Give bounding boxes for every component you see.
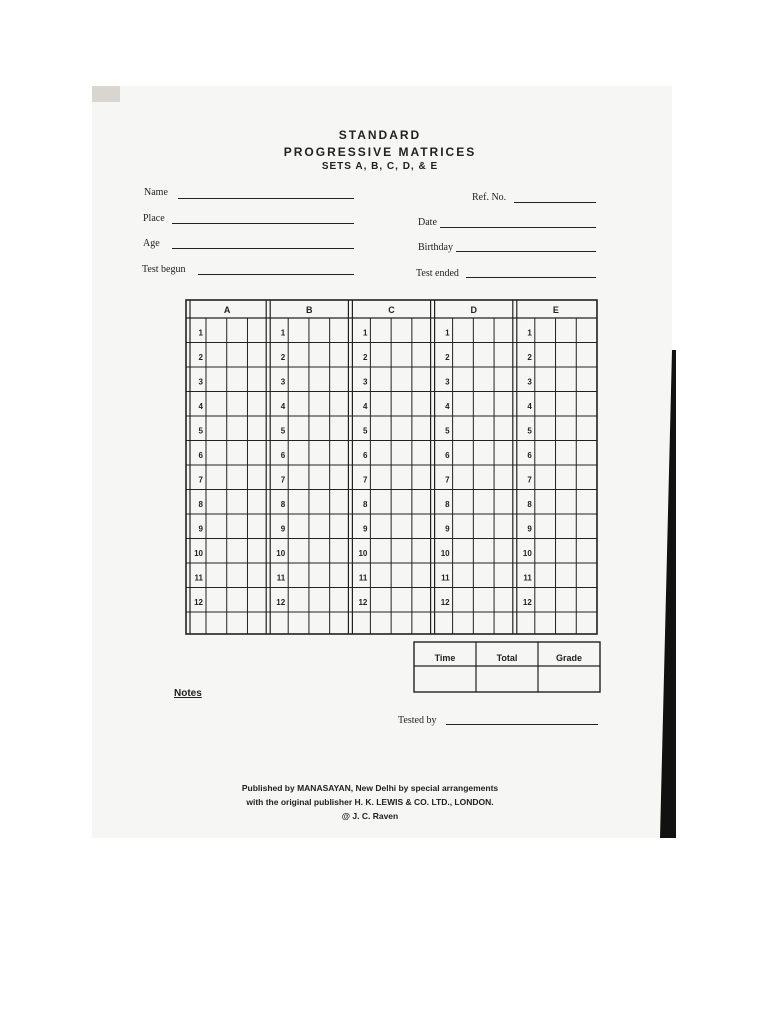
answer-cell-d-1[interactable] — [454, 319, 473, 342]
item-number-c-12: 12 — [358, 598, 368, 608]
item-number-e-10: 10 — [522, 549, 532, 559]
answer-cell-b-1[interactable] — [289, 319, 308, 342]
summary-cell-grade[interactable] — [540, 668, 598, 690]
item-number-c-7: 7 — [362, 475, 368, 485]
answer-cell-e-5[interactable] — [536, 417, 555, 440]
item-number-a-1: 1 — [198, 328, 203, 338]
answer-cell-b-6[interactable] — [289, 442, 308, 465]
answer-cell-c-5[interactable] — [371, 417, 390, 440]
answer-cell-a-2[interactable] — [207, 344, 226, 367]
answer-cell-b-4[interactable] — [289, 393, 308, 416]
answer-cell-e-2[interactable] — [536, 344, 555, 367]
item-number-e-12: 12 — [522, 598, 532, 608]
answer-cell-a-12[interactable] — [207, 589, 226, 612]
item-number-b-7: 7 — [280, 475, 286, 485]
item-number-d-1: 1 — [445, 328, 450, 338]
item-number-e-11: 11 — [523, 573, 532, 583]
answer-cell-e-7[interactable] — [536, 466, 555, 489]
answer-cell-d-2[interactable] — [454, 344, 473, 367]
age-label: Age — [143, 238, 160, 249]
place-label: Place — [143, 213, 165, 224]
birthday-label: Birthday — [418, 242, 453, 253]
item-number-a-3: 3 — [198, 377, 203, 387]
item-number-c-3: 3 — [362, 377, 368, 387]
item-number-b-1: 1 — [280, 328, 286, 338]
answer-cell-e-6[interactable] — [536, 442, 555, 465]
answer-cell-b-3[interactable] — [289, 368, 308, 391]
answer-cell-d-10[interactable] — [454, 540, 473, 563]
form-title-standard: STANDARD — [338, 128, 422, 142]
item-number-c-5: 5 — [362, 426, 368, 436]
answer-cell-d-12[interactable] — [454, 589, 473, 612]
answer-cell-a-11[interactable] — [207, 564, 226, 587]
item-number-b-10: 10 — [276, 549, 286, 559]
item-number-b-8: 8 — [280, 500, 286, 510]
item-number-e-8: 8 — [527, 500, 532, 510]
item-number-e-4: 4 — [527, 402, 532, 412]
answer-cell-e-11[interactable] — [536, 564, 555, 587]
date-label: Date — [418, 217, 437, 228]
answer-cell-d-9[interactable] — [454, 515, 473, 538]
set-header-b: B — [306, 305, 313, 315]
answer-cell-c-9[interactable] — [371, 515, 390, 538]
answer-cell-b-10[interactable] — [289, 540, 308, 563]
set-header-a: A — [223, 305, 231, 315]
item-number-e-5: 5 — [527, 426, 532, 436]
answer-cell-a-4[interactable] — [207, 393, 226, 416]
set-header-d: D — [470, 305, 477, 315]
answer-cell-e-4[interactable] — [536, 393, 555, 416]
item-number-b-9: 9 — [280, 524, 286, 534]
item-number-d-6: 6 — [445, 451, 450, 461]
item-number-d-3: 3 — [445, 377, 450, 387]
summary-header-grade: Grade — [555, 653, 583, 663]
item-number-a-2: 2 — [198, 353, 203, 363]
answer-cell-d-4[interactable] — [454, 393, 473, 416]
answer-cell-c-6[interactable] — [371, 442, 390, 465]
item-number-a-6: 6 — [198, 451, 203, 461]
ref-no-label: Ref. No. — [472, 192, 507, 203]
answer-cell-c-1[interactable] — [371, 319, 390, 342]
answer-cell-b-11[interactable] — [289, 564, 308, 587]
answer-cell-e-1[interactable] — [536, 319, 555, 342]
answer-cell-a-5[interactable] — [207, 417, 226, 440]
test-ended-label: Test ended — [416, 268, 459, 279]
answer-cell-d-8[interactable] — [454, 491, 473, 514]
answer-cell-a-6[interactable] — [207, 442, 226, 465]
item-number-a-11: 11 — [194, 573, 203, 583]
item-number-c-10: 10 — [358, 549, 368, 559]
answer-cell-c-7[interactable] — [371, 466, 390, 489]
answer-cell-c-10[interactable] — [371, 540, 390, 563]
publisher-line-2: with the original publisher H. K. LEWIS & CO. LTD., LONDON. — [246, 797, 494, 807]
item-number-e-9: 9 — [527, 524, 532, 534]
answer-cell-c-2[interactable] — [371, 344, 390, 367]
item-number-a-7: 7 — [198, 475, 203, 485]
item-number-b-11: 11 — [276, 573, 286, 583]
answer-cell-a-1[interactable] — [207, 319, 226, 342]
item-number-d-7: 7 — [445, 475, 450, 485]
name-label: Name — [144, 187, 168, 198]
answer-cell-a-10[interactable] — [207, 540, 226, 563]
item-number-b-3: 3 — [280, 377, 286, 387]
item-number-d-11: 11 — [441, 573, 450, 583]
test-begun-label: Test begun — [142, 264, 186, 275]
answer-cell-d-5[interactable] — [454, 417, 473, 440]
tested-by-field-line[interactable] — [446, 724, 598, 725]
summary-cell-time[interactable] — [416, 668, 474, 690]
item-number-d-8: 8 — [445, 500, 450, 510]
item-number-d-5: 5 — [445, 426, 450, 436]
item-number-e-2: 2 — [527, 353, 532, 363]
item-number-b-12: 12 — [276, 598, 286, 608]
answer-cell-b-8[interactable] — [289, 491, 308, 514]
answer-cell-c-4[interactable] — [371, 393, 390, 416]
item-number-d-9: 9 — [445, 524, 450, 534]
summary-cell-total[interactable] — [478, 668, 536, 690]
item-number-a-9: 9 — [198, 524, 203, 534]
publisher-copyright: @ J. C. Raven — [341, 811, 399, 821]
item-number-b-5: 5 — [280, 426, 286, 436]
item-number-c-1: 1 — [362, 328, 368, 338]
answer-cell-c-3[interactable] — [371, 368, 390, 391]
answer-cell-a-7[interactable] — [207, 466, 226, 489]
item-number-c-11: 11 — [358, 573, 368, 583]
item-number-c-6: 6 — [362, 451, 368, 461]
item-number-c-8: 8 — [362, 500, 368, 510]
answer-cell-d-7[interactable] — [454, 466, 473, 489]
item-number-e-7: 7 — [527, 475, 532, 485]
form-title-matrices: PROGRESSIVE MATRICES — [283, 145, 477, 159]
answer-cell-b-12[interactable] — [289, 589, 308, 612]
answer-cell-c-12[interactable] — [371, 589, 390, 612]
item-number-c-9: 9 — [362, 524, 368, 534]
answer-cell-e-12[interactable] — [536, 589, 555, 612]
answer-cell-b-5[interactable] — [289, 417, 308, 440]
item-number-c-4: 4 — [362, 402, 368, 412]
item-number-e-6: 6 — [527, 451, 532, 461]
item-number-a-4: 4 — [198, 402, 203, 412]
answer-cell-b-7[interactable] — [289, 466, 308, 489]
set-header-e: E — [552, 305, 559, 315]
item-number-d-4: 4 — [445, 402, 450, 412]
answer-cell-a-9[interactable] — [207, 515, 226, 538]
item-number-b-6: 6 — [280, 451, 286, 461]
item-number-a-5: 5 — [198, 426, 203, 436]
answer-cell-e-3[interactable] — [536, 368, 555, 391]
publisher-line-1: Published by MANASAYAN, New Delhi by special arrangements — [241, 783, 499, 793]
answer-cell-a-8[interactable] — [207, 491, 226, 514]
answer-cell-d-11[interactable] — [454, 564, 473, 587]
notes-label: Notes — [174, 688, 202, 699]
answer-cell-c-11[interactable] — [371, 564, 390, 587]
item-number-a-8: 8 — [198, 500, 203, 510]
item-number-e-1: 1 — [527, 328, 532, 338]
answer-cell-b-2[interactable] — [289, 344, 308, 367]
item-number-e-3: 3 — [527, 377, 532, 387]
summary-header-time: Time — [434, 653, 456, 663]
answer-cell-b-9[interactable] — [289, 515, 308, 538]
answer-cell-d-6[interactable] — [454, 442, 473, 465]
answer-cell-e-10[interactable] — [536, 540, 555, 563]
item-number-b-4: 4 — [280, 402, 286, 412]
item-number-a-12: 12 — [194, 598, 203, 608]
item-number-d-10: 10 — [440, 549, 450, 559]
answer-cell-d-3[interactable] — [454, 368, 473, 391]
summary-header-total: Total — [496, 653, 518, 663]
item-number-d-2: 2 — [445, 353, 450, 363]
answer-cell-a-3[interactable] — [207, 368, 226, 391]
item-number-c-2: 2 — [362, 353, 368, 363]
form-title-sets: SETS A, B, C, D, & E — [321, 161, 439, 172]
answer-cell-c-8[interactable] — [371, 491, 390, 514]
answer-cell-e-9[interactable] — [536, 515, 555, 538]
item-number-b-2: 2 — [280, 353, 286, 363]
item-number-d-12: 12 — [440, 598, 450, 608]
tested-by-label: Tested by — [398, 715, 437, 726]
item-number-a-10: 10 — [194, 549, 203, 559]
answer-cell-e-8[interactable] — [536, 491, 555, 514]
set-header-c: C — [388, 305, 395, 315]
